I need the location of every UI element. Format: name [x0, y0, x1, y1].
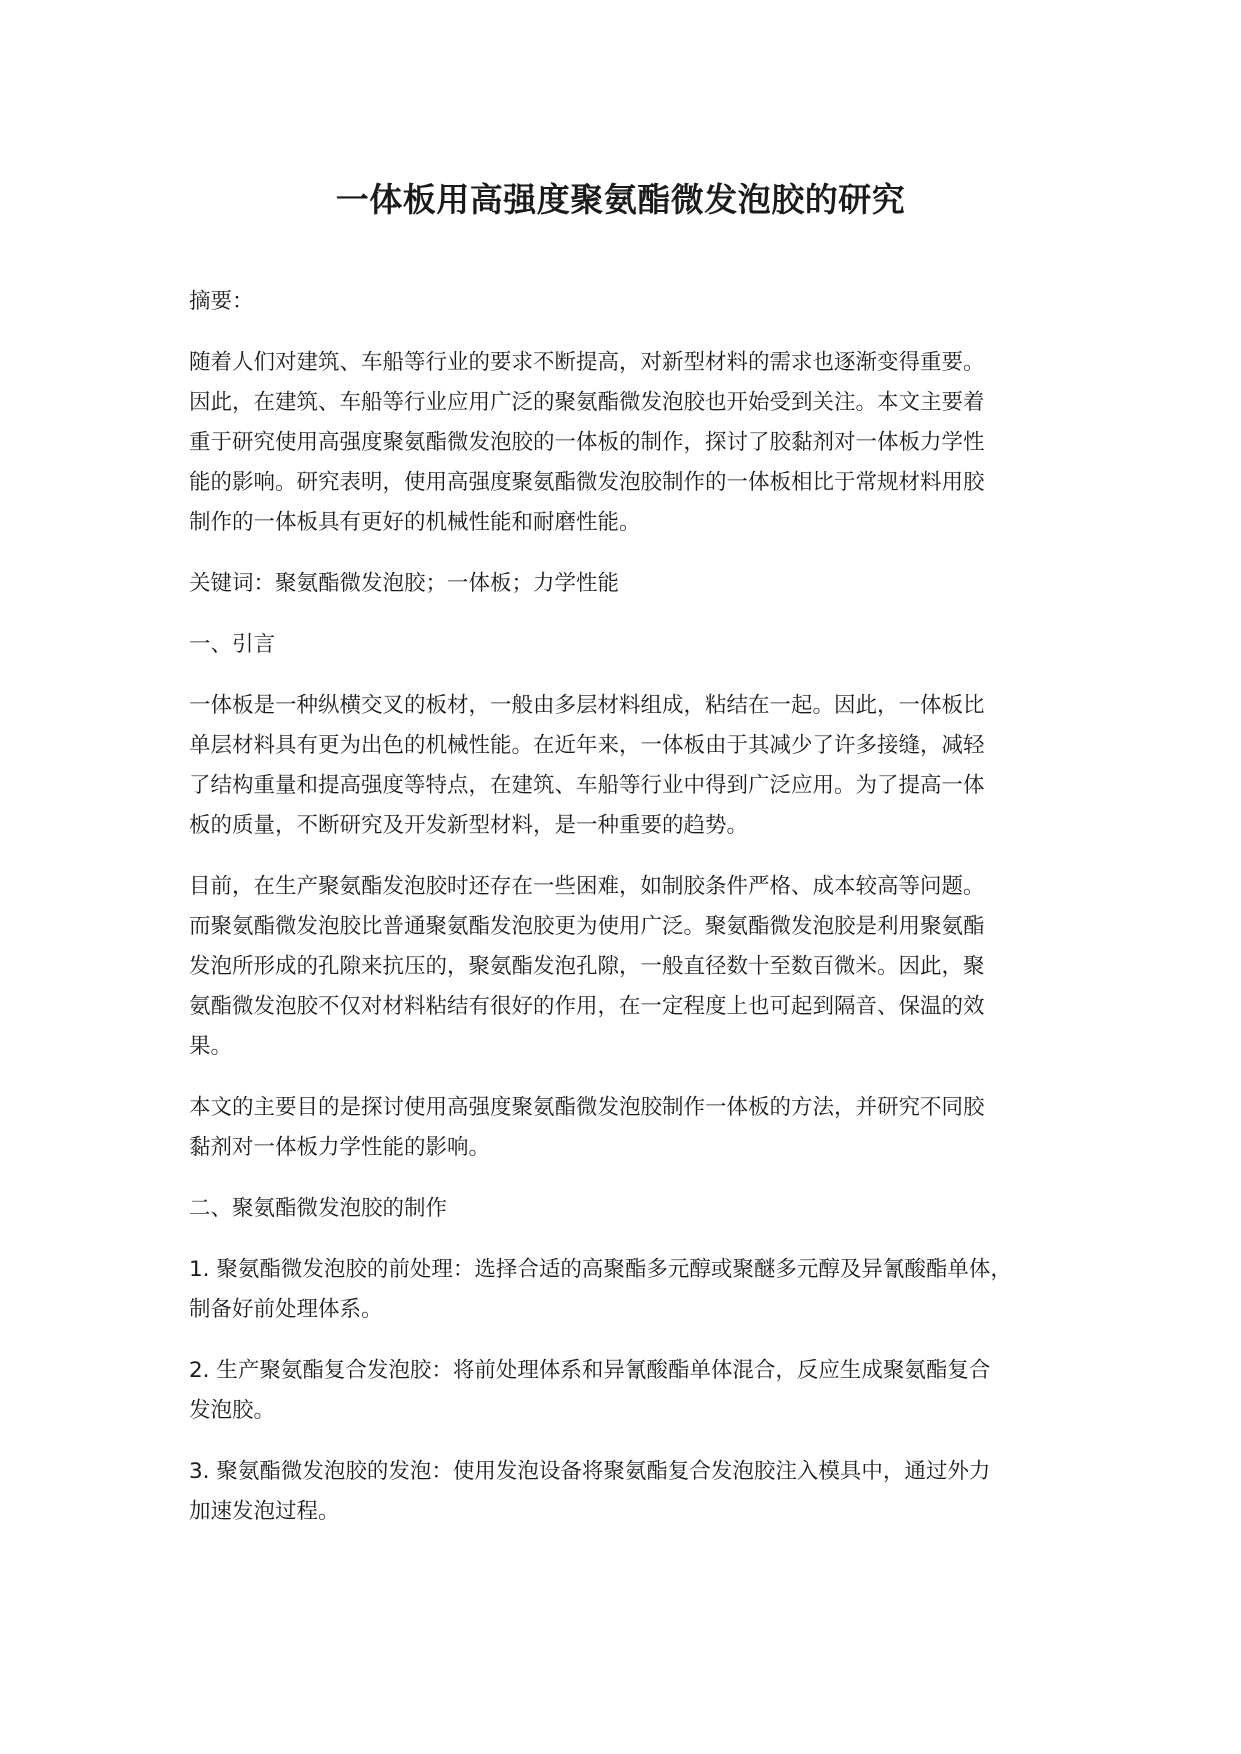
text-line: 果。 — [189, 1034, 233, 1059]
text-line: 摘要： — [189, 289, 254, 314]
text-line: 制作的一体板具有更好的机械性能和耐磨性能。 — [189, 510, 641, 535]
abstract-paragraph — [189, 343, 1074, 543]
text-line: 板的质量，不断研究及开发新型材料，是一种重要的趋势。 — [189, 813, 749, 838]
text-line: 随着人们对建筑、车船等行业的要求不断提高，对新型材料的需求也逐渐变得重要。 — [189, 350, 985, 375]
text-line: 能的影响。研究表明，使用高强度聚氨酯微发泡胶制作的一体板相比于常规材料用胶 — [189, 470, 985, 495]
text-line: 制备好前处理体系。 — [189, 1297, 383, 1322]
text-line: 1. 聚氨酯微发泡胶的前处理：选择合适的高聚酯多元醇或聚醚多元醇及异氰酸酯单体， — [189, 1257, 1012, 1282]
step-1-paragraph — [189, 1250, 1074, 1330]
text-line: 重于研究使用高强度聚氨酯微发泡胶的一体板的制作，探讨了胶黏剂对一体板力学性 — [189, 430, 985, 455]
text-line: 二、聚氨酯微发泡胶的制作 — [189, 1196, 448, 1221]
text-line: 发泡所形成的孔隙来抗压的，聚氨酯发泡孔隙，一般直径数十至数百微米。因此，聚 — [189, 954, 985, 979]
document-title: 一体板用高强度聚氨酯微发泡胶的研究 — [335, 180, 906, 219]
text-line: 3. 聚氨酯微发泡胶的发泡：使用发泡设备将聚氨酯复合发泡胶注入模具中，通过外力 — [189, 1459, 991, 1484]
section-heading-preparation — [189, 1189, 1074, 1229]
intro-paragraph-2 — [189, 867, 1074, 1067]
text-line: 而聚氨酯微发泡胶比普通聚氨酯发泡胶更为使用广泛。聚氨酯微发泡胶是利用聚氨酯 — [189, 914, 985, 939]
step-2-paragraph — [189, 1351, 1074, 1431]
text-line: 关键词：聚氨酯微发泡胶；一体板；力学性能 — [189, 571, 620, 596]
text-line: 发泡胶。 — [189, 1398, 276, 1423]
text-line: 因此，在建筑、车船等行业应用广泛的聚氨酯微发泡胶也开始受到关注。本文主要着 — [189, 390, 985, 415]
step-3-paragraph — [189, 1452, 1074, 1532]
text-line: 氨酯微发泡胶不仅对材料粘结有很好的作用，在一定程度上也可起到隔音、保温的效 — [189, 994, 985, 1019]
text-line: 2. 生产聚氨酯复合发泡胶：将前处理体系和异氰酸酯单体混合，反应生成聚氨酯复合 — [189, 1358, 991, 1383]
keywords-line — [189, 564, 1074, 604]
text-line: 黏剂对一体板力学性能的影响。 — [189, 1135, 491, 1160]
text-line: 一体板是一种纵横交叉的板材，一般由多层材料组成，粘结在一起。因此，一体板比 — [189, 693, 985, 718]
text-line: 加速发泡过程。 — [189, 1499, 340, 1524]
text-line: 了结构重量和提高强度等特点，在建筑、车船等行业中得到广泛应用。为了提高一体 — [189, 773, 985, 798]
text-line: 一、引言 — [189, 632, 276, 657]
text-line: 单层材料具有更为出色的机械性能。在近年来，一体板由于其减少了许多接缝，减轻 — [189, 733, 985, 758]
document-body — [189, 282, 1074, 1553]
section-heading-introduction — [189, 625, 1074, 665]
text-line: 本文的主要目的是探讨使用高强度聚氨酯微发泡胶制作一体板的方法，并研究不同胶 — [189, 1095, 985, 1120]
text-line: 目前，在生产聚氨酯发泡胶时还存在一些困难，如制胶条件严格、成本较高等问题。 — [189, 874, 985, 899]
abstract-heading — [189, 282, 1074, 322]
intro-paragraph-1 — [189, 686, 1074, 846]
intro-paragraph-3 — [189, 1088, 1074, 1168]
